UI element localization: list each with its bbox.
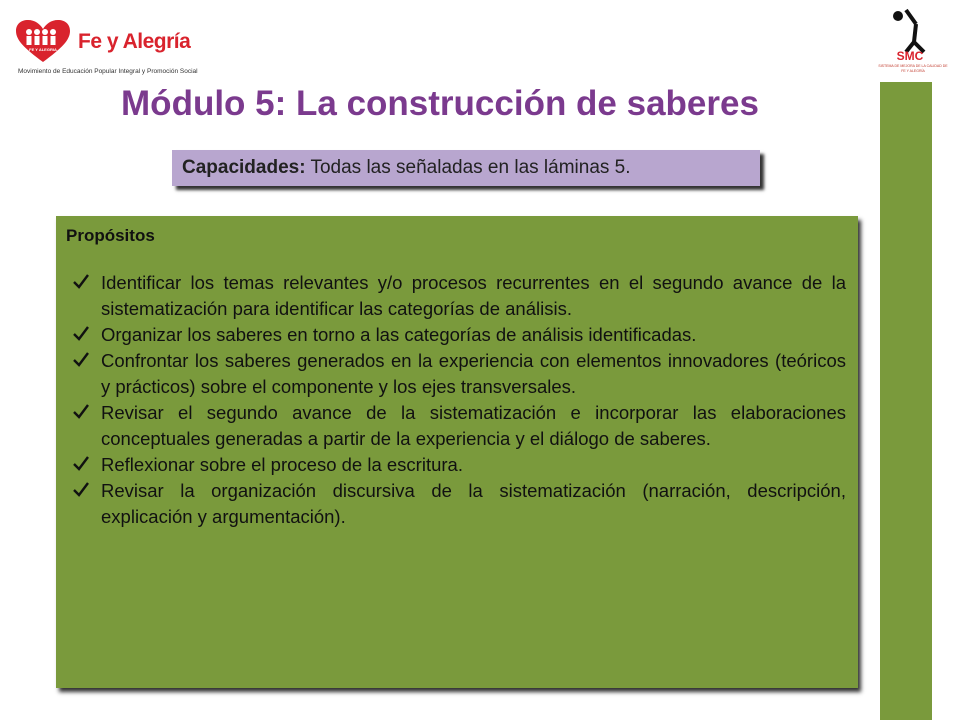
fya-brand-name: Fe y Alegría: [78, 30, 191, 53]
checkmark-icon: [72, 454, 90, 472]
list-item-text: Revisar la organización discursiva de la sistematización (narración, descripción, explicación y argumentación).: [101, 480, 846, 527]
capacidades-box: [172, 150, 760, 186]
slide-title: Módulo 5: La construcción de saberes: [121, 84, 759, 123]
smc-logo: [872, 4, 952, 80]
capacidades-text: Todas las señaladas en las láminas 5.: [305, 157, 631, 178]
list-item-text: Reflexionar sobre el proceso de la escritura.: [101, 454, 463, 475]
fya-tagline: Movimiento de Educación Popular Integral y Promoción Social: [18, 68, 198, 75]
list-item: [66, 400, 846, 452]
heart-logo-icon: [14, 18, 72, 64]
smc-figure-icon: [872, 4, 952, 62]
list-item: [66, 452, 846, 478]
smc-text: SMC: [896, 49, 924, 62]
checkmark-icon: [72, 324, 90, 342]
list-item: [66, 322, 846, 348]
fe-y-alegria-logo: [14, 18, 214, 78]
list-item-text: Revisar el segundo avance de la sistematización e incorporar las elaboraciones conceptuales generadas a partir de la experiencia y el diálogo de saberes.: [101, 402, 846, 449]
checkmark-icon: [72, 272, 90, 290]
propositos-list: [66, 270, 846, 530]
heart-logo-text: FE Y ALEGRIA: [29, 47, 57, 52]
capacidades-label: Capacidades:: [182, 157, 306, 178]
propositos-heading: Propósitos: [66, 226, 155, 245]
right-decorative-bar: [880, 82, 932, 720]
list-item: [66, 348, 846, 400]
list-item-text: Confrontar los saberes generados en la experiencia con elementos innovadores (teóricos y prácticos) sobre el componente y los ejes transversales.: [101, 350, 846, 397]
checkmark-icon: [72, 480, 90, 498]
checkmark-icon: [72, 350, 90, 368]
checkmark-icon: [72, 402, 90, 420]
list-item-text: Organizar los saberes en torno a las categorías de análisis identificadas.: [101, 324, 697, 345]
propositos-box: [56, 216, 858, 688]
list-item-text: Identificar los temas relevantes y/o procesos recurrentes en el segundo avance de la sistematización para identificar las categorías de análisis.: [101, 272, 846, 319]
smc-fine-print: SISTEMA DE MEJORA DE LA CALIDAD DE FE Y ALEGRÍA: [878, 64, 948, 73]
list-item: [66, 478, 846, 530]
list-item: [66, 270, 846, 322]
